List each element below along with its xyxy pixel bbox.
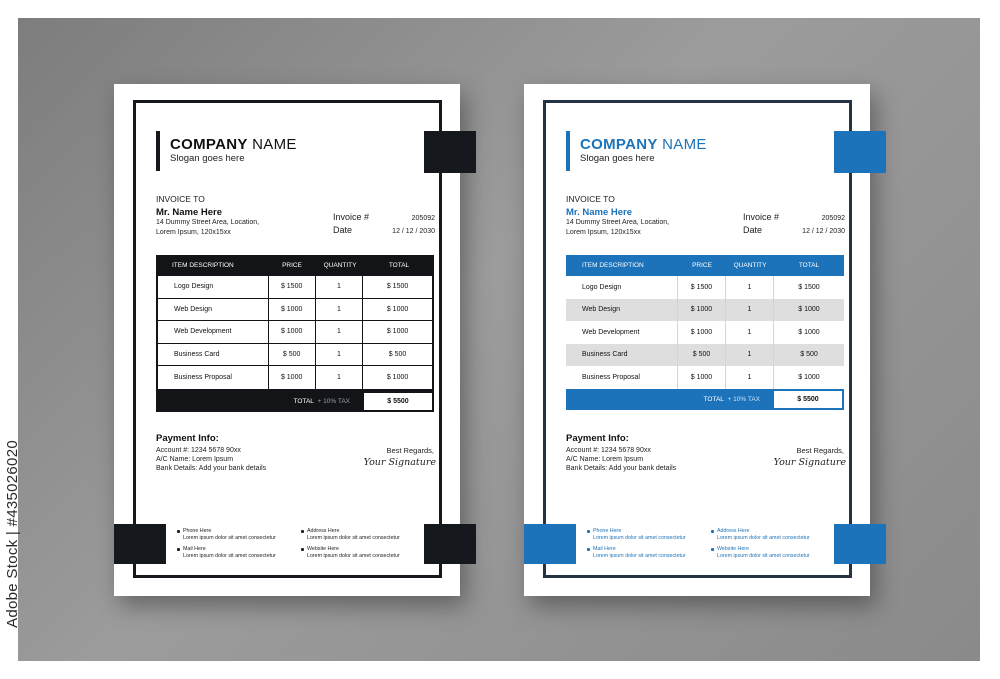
company-name-bold: COMPANY bbox=[580, 136, 658, 153]
table-row bbox=[566, 366, 844, 389]
item-description: Web Development bbox=[158, 321, 269, 343]
header-total: TOTAL bbox=[798, 262, 820, 269]
grand-total: $ 5500 bbox=[774, 391, 842, 408]
account-name: A/C Name: Lorem Ipsum bbox=[156, 456, 234, 463]
contact-text: Lorem ipsum dolor sit amet consectetur bbox=[717, 535, 810, 541]
corner-block-bottom-left bbox=[114, 524, 166, 564]
item-price: $ 500 bbox=[678, 344, 726, 367]
company-name-rest: NAME bbox=[247, 136, 297, 153]
customer-address bbox=[566, 218, 669, 238]
bank-details: Bank Details: Add your bank details bbox=[156, 465, 267, 472]
item-price: $ 500 bbox=[269, 344, 316, 366]
account-number: Account #: 1234 5678 90xx bbox=[156, 447, 241, 454]
tax-note: + 10% TAX bbox=[727, 395, 760, 403]
company-name bbox=[580, 136, 707, 153]
contact-text: Lorem ipsum dolor sit amet consectetur bbox=[183, 535, 276, 541]
table-total-row bbox=[156, 391, 434, 412]
item-total: $ 1000 bbox=[798, 373, 820, 381]
contact-website bbox=[301, 546, 400, 560]
items-table bbox=[156, 255, 434, 412]
total-text: TOTAL bbox=[703, 395, 724, 403]
contact-text: Lorem ipsum dolor sit amet consectetur bbox=[593, 553, 686, 559]
item-quantity: 1 bbox=[726, 276, 774, 299]
signature: Your Signature bbox=[363, 457, 436, 468]
invoice-page-dark bbox=[114, 84, 460, 596]
table-row bbox=[566, 276, 844, 299]
account-name: A/C Name: Lorem Ipsum bbox=[566, 456, 644, 463]
phone-icon bbox=[587, 530, 590, 533]
contact-title: Mail Here bbox=[593, 546, 616, 552]
contact-text: Lorem ipsum dolor sit amet consectetur bbox=[593, 535, 686, 541]
item-price: $ 1000 bbox=[678, 321, 726, 344]
table-total-row bbox=[566, 389, 844, 410]
item-total: $ 1000 bbox=[798, 306, 820, 314]
item-description: Business Proposal bbox=[158, 366, 269, 389]
contact-website bbox=[711, 546, 810, 560]
item-description: Logo Design bbox=[158, 276, 269, 298]
item-quantity: 1 bbox=[726, 366, 774, 389]
item-quantity: 1 bbox=[726, 299, 774, 322]
item-total: $ 1500 bbox=[386, 283, 409, 291]
item-total: $ 1500 bbox=[798, 283, 820, 291]
contact-mail bbox=[177, 546, 276, 560]
invoice-number-label: Invoice # bbox=[333, 212, 370, 222]
item-total: $ 500 bbox=[388, 350, 407, 358]
globe-icon bbox=[301, 548, 304, 551]
contact-address bbox=[301, 528, 400, 542]
item-quantity: 1 bbox=[316, 276, 363, 298]
table-body bbox=[566, 276, 844, 389]
stock-id-watermark: Adobe Stock | #435026020 bbox=[4, 440, 21, 628]
best-regards: Best Regards, bbox=[796, 446, 844, 455]
invoice-to-label: INVOICE TO bbox=[156, 194, 205, 204]
contact-text: Lorem ipsum dolor sit amet consectetur bbox=[307, 553, 400, 559]
contact-text: Lorem ipsum dolor sit amet consectetur bbox=[717, 553, 810, 559]
table-body bbox=[156, 276, 434, 391]
item-price: $ 1500 bbox=[678, 276, 726, 299]
invoice-to-label: INVOICE TO bbox=[566, 194, 615, 204]
header-item-description: ITEM DESCRIPTION bbox=[172, 262, 234, 269]
item-quantity: 1 bbox=[316, 344, 363, 366]
invoice-number-label: Invoice # bbox=[743, 212, 780, 222]
address-line-1: 14 Dummy Street Area, Location, bbox=[566, 219, 670, 226]
brand-accent-bar bbox=[156, 131, 160, 171]
table-row bbox=[158, 299, 432, 322]
address-line-1: 14 Dummy Street Area, Location, bbox=[156, 219, 260, 226]
header-item-description: ITEM DESCRIPTION bbox=[582, 262, 644, 269]
payment-info-lines bbox=[156, 446, 266, 473]
table-row bbox=[566, 321, 844, 344]
item-price: $ 1000 bbox=[678, 299, 726, 322]
contact-title: Mail Here bbox=[183, 546, 206, 552]
item-description: Logo Design bbox=[566, 276, 678, 299]
payment-info-lines bbox=[566, 446, 676, 473]
address-line-2: Lorem Ipsum, 120x15xx bbox=[566, 229, 641, 236]
table-row bbox=[566, 344, 844, 367]
mail-icon bbox=[177, 548, 180, 551]
location-icon bbox=[301, 530, 304, 533]
item-price: $ 1000 bbox=[269, 299, 316, 321]
header-quantity: QUANTITY bbox=[323, 262, 357, 269]
tax-note: + 10% TAX bbox=[317, 397, 350, 405]
company-slogan: Slogan goes here bbox=[580, 153, 655, 164]
contact-mail bbox=[587, 546, 686, 560]
item-quantity: 1 bbox=[726, 321, 774, 344]
item-quantity: 1 bbox=[316, 366, 363, 389]
header-price: PRICE bbox=[692, 262, 712, 269]
item-description: Web Development bbox=[566, 321, 678, 344]
contact-phone bbox=[177, 528, 276, 542]
globe-icon bbox=[711, 548, 714, 551]
item-quantity: 1 bbox=[316, 321, 363, 343]
table-header bbox=[566, 255, 844, 276]
customer-name: Mr. Name Here bbox=[156, 207, 223, 218]
address-line-2: Lorem Ipsum, 120x15xx bbox=[156, 229, 231, 236]
table-row bbox=[158, 276, 432, 299]
table-header bbox=[156, 255, 434, 276]
item-price: $ 1000 bbox=[269, 366, 316, 389]
contact-title: Address Here bbox=[717, 528, 750, 534]
item-price: $ 1000 bbox=[269, 321, 316, 343]
payment-info-title: Payment Info: bbox=[566, 433, 629, 444]
item-quantity: 1 bbox=[726, 344, 774, 367]
invoice-date: 12 / 12 / 2030 bbox=[802, 228, 845, 235]
company-name-bold: COMPANY bbox=[170, 136, 248, 153]
contact-text: Lorem ipsum dolor sit amet consectetur bbox=[183, 553, 276, 559]
item-price: $ 1500 bbox=[269, 276, 316, 298]
item-quantity: 1 bbox=[316, 299, 363, 321]
invoice-meta bbox=[743, 212, 845, 238]
contact-phone bbox=[587, 528, 686, 542]
item-total: $ 1000 bbox=[386, 305, 409, 313]
invoice-meta bbox=[333, 212, 435, 238]
account-number: Account #: 1234 5678 90xx bbox=[566, 447, 651, 454]
date-label: Date bbox=[743, 225, 763, 235]
contact-text: Lorem ipsum dolor sit amet consectetur bbox=[307, 535, 400, 541]
company-name bbox=[170, 136, 297, 153]
item-description: Web Design bbox=[158, 299, 269, 321]
item-description: Business Card bbox=[158, 344, 269, 366]
payment-info-title: Payment Info: bbox=[156, 433, 219, 444]
grand-total: $ 5500 bbox=[364, 393, 432, 410]
table-row bbox=[158, 321, 432, 344]
corner-block-bottom-right bbox=[834, 524, 886, 564]
item-total: $ 1000 bbox=[386, 373, 409, 381]
invoice-number: 205092 bbox=[411, 215, 435, 222]
corner-block-bottom-right bbox=[424, 524, 476, 564]
contact-title: Website Here bbox=[307, 546, 339, 552]
company-name-rest: NAME bbox=[657, 136, 707, 153]
total-label bbox=[566, 396, 774, 403]
invoice-date: 12 / 12 / 2030 bbox=[392, 228, 435, 235]
best-regards: Best Regards, bbox=[386, 446, 434, 455]
customer-name: Mr. Name Here bbox=[566, 207, 633, 218]
item-total: $ 1000 bbox=[798, 328, 820, 336]
company-slogan: Slogan goes here bbox=[170, 153, 245, 164]
corner-block-bottom-left bbox=[524, 524, 576, 564]
phone-icon bbox=[177, 530, 180, 533]
table-row bbox=[158, 366, 432, 389]
contact-title: Phone Here bbox=[183, 528, 212, 534]
item-price: $ 1000 bbox=[678, 366, 726, 389]
item-description: Business Card bbox=[566, 344, 678, 367]
total-text: TOTAL bbox=[293, 397, 314, 405]
corner-block-top-right bbox=[834, 131, 886, 173]
customer-address bbox=[156, 218, 259, 238]
header-price: PRICE bbox=[282, 262, 302, 269]
date-label: Date bbox=[333, 225, 353, 235]
table-row bbox=[566, 299, 844, 322]
header-total: TOTAL bbox=[388, 262, 410, 269]
contact-title: Website Here bbox=[717, 546, 749, 552]
invoice-number: 205092 bbox=[821, 215, 845, 222]
mail-icon bbox=[587, 548, 590, 551]
corner-block-top-right bbox=[424, 131, 476, 173]
total-label bbox=[156, 398, 364, 405]
header-quantity: QUANTITY bbox=[733, 262, 767, 269]
invoice-page-blue bbox=[524, 84, 870, 596]
item-total: $ 1000 bbox=[386, 328, 409, 336]
item-total: $ 500 bbox=[800, 351, 818, 359]
bank-details: Bank Details: Add your bank details bbox=[566, 465, 677, 472]
brand-accent-bar bbox=[566, 131, 570, 171]
table-row bbox=[158, 344, 432, 367]
item-description: Web Design bbox=[566, 299, 678, 322]
signature: Your Signature bbox=[773, 457, 846, 468]
contact-title: Address Here bbox=[307, 528, 340, 534]
item-description: Business Proposal bbox=[566, 366, 678, 389]
contact-title: Phone Here bbox=[593, 528, 622, 534]
location-icon bbox=[711, 530, 714, 533]
contact-address bbox=[711, 528, 810, 542]
items-table bbox=[566, 255, 844, 410]
